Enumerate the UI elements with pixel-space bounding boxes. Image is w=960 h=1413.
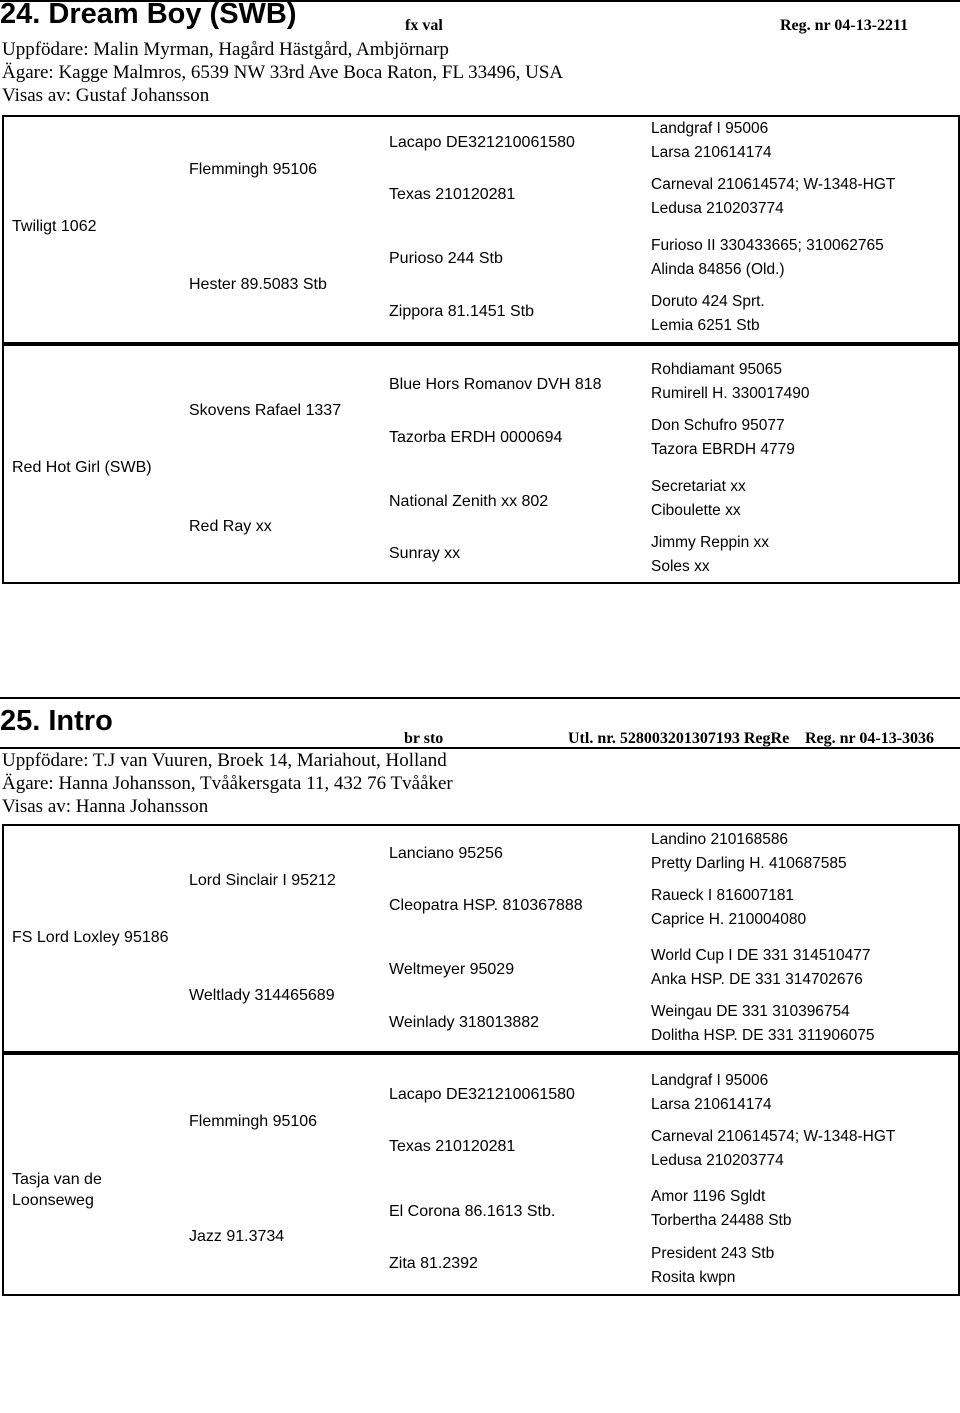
entry25-sire-ggp-1: Lanciano 95256 <box>389 845 503 862</box>
entry25-dam-gggp-7: President 243 Stb <box>651 1245 775 1262</box>
entry25-sire-gggp-8: Dolitha HSP. DE 331 311906075 <box>651 1027 875 1044</box>
entry24-dam: Red Hot Girl (SWB) <box>12 459 152 476</box>
entry24-dam-gp-2: Red Ray xx <box>189 518 272 535</box>
entry25-utl-number: Utl. nr. 528003201307193 RegRe <box>568 730 790 747</box>
entry24-sire-ggp-3: Purioso 244 Stb <box>389 250 503 267</box>
entry25-dam-gggp-6: Torbertha 24488 Stb <box>651 1212 792 1229</box>
entry25-dam-gggp-1: Landgraf I 95006 <box>651 1072 769 1089</box>
entry25-sire-ggp-2: Cleopatra HSP. 810367888 <box>389 897 583 914</box>
entry25-sire-gggp-7: Weingau DE 331 310396754 <box>651 1003 850 1020</box>
entry25-owner: Ägare: Hanna Johansson, Tvååkersgata 11, 432 76 Tvååker <box>2 773 453 794</box>
entry24-shown-by: Visas av: Gustaf Johansson <box>2 85 210 106</box>
entry25-discipline: br sto <box>404 730 444 747</box>
entry24-dam-gggp-4: Tazora EBRDH 4779 <box>651 441 795 458</box>
entry25-sire-gggp-6: Anka HSP. DE 331 314702676 <box>651 971 863 988</box>
entry25-sire-gggp-1: Landino 210168586 <box>651 831 789 848</box>
entry24-sire-gp-1: Flemmingh 95106 <box>189 161 318 178</box>
entry24-dam-gggp-8: Soles xx <box>651 558 710 575</box>
entry24-dam-ggp-2: Tazorba ERDH 0000694 <box>389 429 563 446</box>
entry24-sire-gggp-7: Doruto 424 Sprt. <box>651 293 765 310</box>
entry24-dam-ggp-3: National Zenith xx 802 <box>389 493 549 510</box>
entry25-dam-ggp-1: Lacapo DE321210061580 <box>389 1086 575 1103</box>
entry25-reg-number: Reg. nr 04-13-3036 <box>805 730 935 747</box>
entry24-sire-gggp-6: Alinda 84856 (Old.) <box>651 261 785 278</box>
entry25-sire-gggp-4: Caprice H. 210004080 <box>651 911 807 928</box>
entry25-dam-gp-2: Jazz 91.3734 <box>189 1228 285 1245</box>
entry24-sire-gggp-3: Carneval 210614574; W-1348-HGT <box>651 176 896 193</box>
entry24-breeder: Uppfödare: Malin Myrman, Hagård Hästgård, Ambjörnarp <box>2 39 449 60</box>
entry25-sire-gggp-3: Raueck I 816007181 <box>651 887 795 904</box>
entry25-sire-gp-2: Weltlady 314465689 <box>189 987 335 1004</box>
entry25-dam-gggp-4: Ledusa 210203774 <box>651 1152 784 1169</box>
entry25-sire-gggp-5: World Cup I DE 331 314510477 <box>651 947 871 964</box>
entry25-breeder: Uppfödare: T.J van Vuuren, Broek 14, Mariahout, Holland <box>2 750 447 771</box>
entry24-sire-ggp-4: Zippora 81.1451 Stb <box>389 303 534 320</box>
entry24-dam-gp-1: Skovens Rafael 1337 <box>189 402 342 419</box>
entry24-discipline: fx val <box>405 17 443 34</box>
entry24-sire-gggp-5: Furioso II 330433665; 310062765 <box>651 237 884 254</box>
entry24-sire-gggp-2: Larsa 210614174 <box>651 144 772 161</box>
entry24-dam-gggp-5: Secretariat xx <box>651 478 746 495</box>
entry25-sire-gggp-2: Pretty Darling H. 410687585 <box>651 855 847 872</box>
entry24-dam-gggp-3: Don Schufro 95077 <box>651 417 785 434</box>
entry24-owner: Ägare: Kagge Malmros, 6539 NW 33rd Ave Boca Raton, FL 33496, USA <box>2 62 564 83</box>
entry25-shown-by: Visas av: Hanna Johansson <box>2 796 209 817</box>
entry24-sire-gggp-8: Lemia 6251 Stb <box>651 317 760 334</box>
entry24-reg-number: Reg. nr 04-13-2211 <box>780 17 909 34</box>
entry24-sire-ggp-2: Texas 210120281 <box>389 186 516 203</box>
entry25-sire-ggp-4: Weinlady 318013882 <box>389 1014 540 1031</box>
entry24-sire: Twiligt 1062 <box>12 218 97 235</box>
entry25-dam-gp-1: Flemmingh 95106 <box>189 1113 318 1130</box>
entry25-dam-ggp-4: Zita 81.2392 <box>389 1255 478 1272</box>
entry24-sire-gp-2: Hester 89.5083 Stb <box>189 276 327 293</box>
entry24-dam-gggp-2: Rumirell H. 330017490 <box>651 385 810 402</box>
entry25-dam-gggp-8: Rosita kwpn <box>651 1269 736 1286</box>
entry25-dam: Tasja van de Loonseweg <box>12 1171 102 1209</box>
entry24-dam-gggp-7: Jimmy Reppin xx <box>651 534 769 551</box>
entry25-top-rule <box>0 697 960 699</box>
entry25-dam-gggp-3: Carneval 210614574; W-1348-HGT <box>651 1128 896 1145</box>
entry24-dam-gggp-6: Ciboulette xx <box>651 502 741 519</box>
entry24-sire-gggp-4: Ledusa 210203774 <box>651 200 784 217</box>
entry25-dam-ggp-3: El Corona 86.1613 Stb. <box>389 1203 556 1220</box>
entry25-sire: FS Lord Loxley 95186 <box>12 929 169 946</box>
entry25-sire-ggp-3: Weltmeyer 95029 <box>389 961 515 978</box>
entry24-sire-ggp-1: Lacapo DE321210061580 <box>389 134 575 151</box>
entry24-dam-ggp-1: Blue Hors Romanov DVH 818 <box>389 376 602 393</box>
entry24-dam-gggp-1: Rohdiamant 95065 <box>651 361 782 378</box>
entry24-sire-gggp-1: Landgraf I 95006 <box>651 120 769 137</box>
entry25-title: 25. Intro <box>0 705 113 737</box>
entry24-dam-ggp-4: Sunray xx <box>389 545 461 562</box>
entry25-sire-gp-1: Lord Sinclair I 95212 <box>189 872 336 889</box>
entry25-dam-ggp-2: Texas 210120281 <box>389 1138 516 1155</box>
entry25-dam-gggp-5: Amor 1196 Sgldt <box>651 1188 766 1205</box>
entry24-title: 24. Dream Boy (SWB) <box>0 0 297 30</box>
entry25-dam-gggp-2: Larsa 210614174 <box>651 1096 772 1113</box>
